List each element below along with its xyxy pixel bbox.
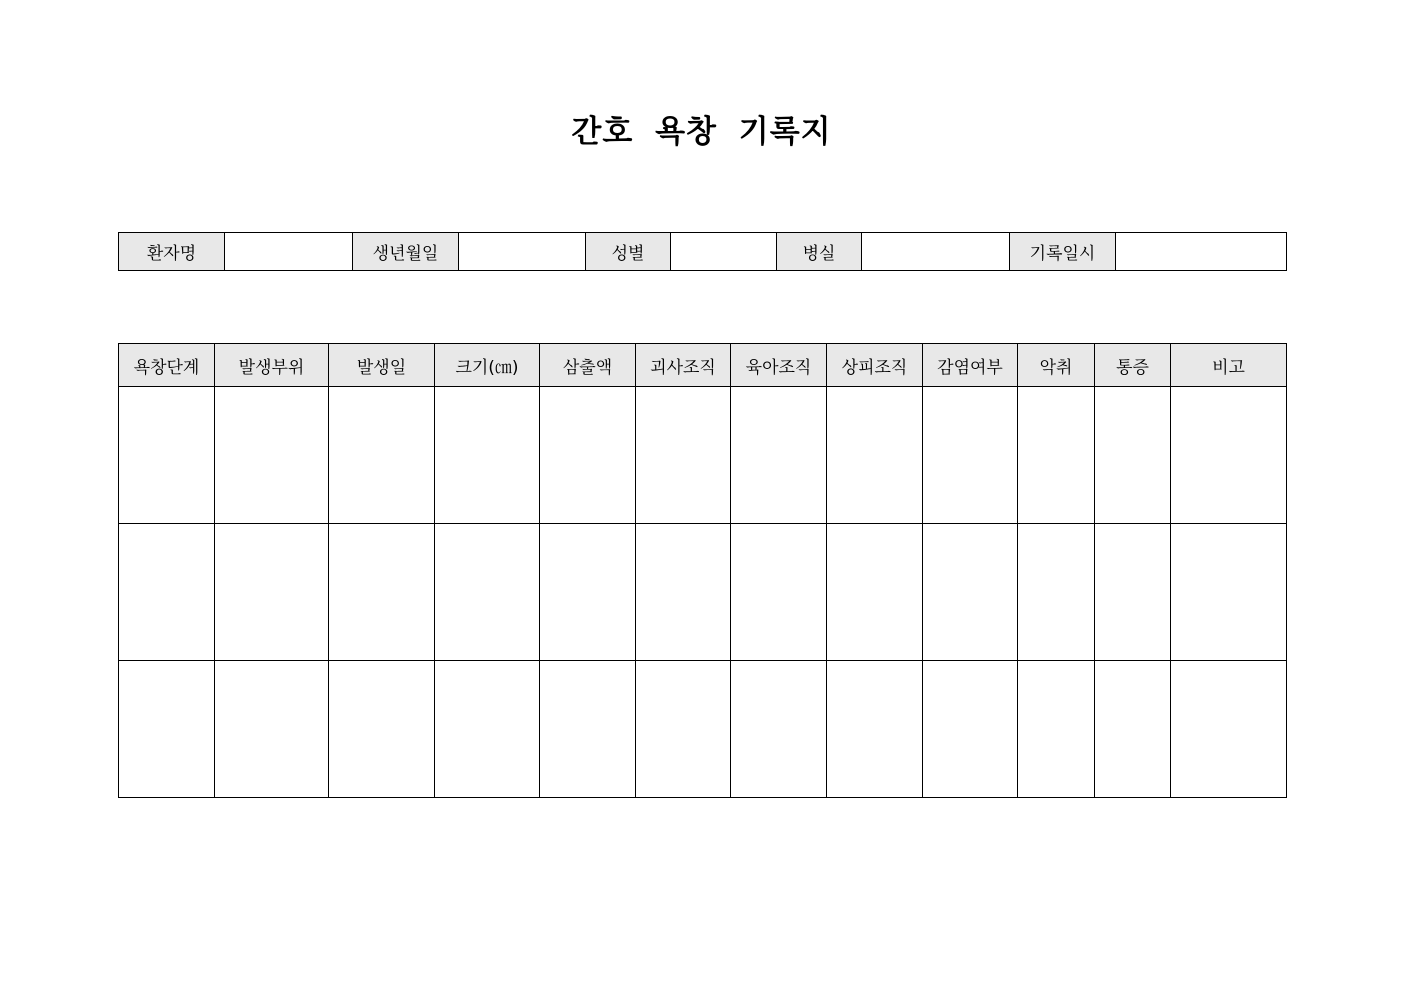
table-cell[interactable] bbox=[329, 387, 435, 524]
table-cell[interactable] bbox=[636, 387, 731, 524]
table-cell[interactable] bbox=[119, 387, 215, 524]
table-cell[interactable] bbox=[827, 524, 923, 661]
gender-field[interactable] bbox=[671, 233, 777, 271]
table-cell[interactable] bbox=[215, 661, 329, 798]
header-infection: 감염여부 bbox=[923, 344, 1018, 387]
header-granulation-tissue: 육아조직 bbox=[731, 344, 827, 387]
table-cell[interactable] bbox=[435, 524, 540, 661]
header-remarks: 비고 bbox=[1171, 344, 1287, 387]
page-title: 간호 욕창 기록지 bbox=[571, 114, 832, 150]
gender-label: 성별 bbox=[586, 233, 671, 271]
patient-name-field[interactable] bbox=[225, 233, 353, 271]
table-cell[interactable] bbox=[731, 387, 827, 524]
header-odor: 악취 bbox=[1018, 344, 1095, 387]
header-site: 발생부위 bbox=[215, 344, 329, 387]
table-cell[interactable] bbox=[827, 387, 923, 524]
header-necrotic-tissue: 괴사조직 bbox=[636, 344, 731, 387]
table-cell[interactable] bbox=[435, 661, 540, 798]
header-epithelial-tissue: 상피조직 bbox=[827, 344, 923, 387]
table-cell[interactable] bbox=[731, 661, 827, 798]
table-cell[interactable] bbox=[923, 661, 1018, 798]
table-cell[interactable] bbox=[329, 661, 435, 798]
record-datetime-label: 기록일시 bbox=[1010, 233, 1116, 271]
table-cell[interactable] bbox=[329, 524, 435, 661]
table-cell[interactable] bbox=[1095, 524, 1171, 661]
table-cell[interactable] bbox=[540, 387, 636, 524]
table-cell[interactable] bbox=[540, 661, 636, 798]
table-cell[interactable] bbox=[923, 387, 1018, 524]
room-field[interactable] bbox=[862, 233, 1010, 271]
room-label: 병실 bbox=[777, 233, 862, 271]
table-cell[interactable] bbox=[215, 387, 329, 524]
table-cell[interactable] bbox=[119, 524, 215, 661]
birth-date-label: 생년월일 bbox=[353, 233, 459, 271]
patient-name-label: 환자명 bbox=[119, 233, 225, 271]
table-cell[interactable] bbox=[827, 661, 923, 798]
header-pain: 통증 bbox=[1095, 344, 1171, 387]
table-cell[interactable] bbox=[636, 524, 731, 661]
table-row bbox=[119, 661, 1287, 798]
header-onset-date: 발생일 bbox=[329, 344, 435, 387]
patient-info-table bbox=[118, 232, 1287, 271]
patient-info-row bbox=[119, 233, 1287, 271]
table-cell[interactable] bbox=[1018, 661, 1095, 798]
table-cell[interactable] bbox=[435, 387, 540, 524]
table-cell[interactable] bbox=[119, 661, 215, 798]
table-cell[interactable] bbox=[1095, 387, 1171, 524]
table-cell[interactable] bbox=[1018, 524, 1095, 661]
pressure-ulcer-record-table bbox=[118, 343, 1287, 798]
birth-date-field[interactable] bbox=[459, 233, 586, 271]
header-row bbox=[119, 344, 1287, 387]
table-row bbox=[119, 387, 1287, 524]
header-ulcer-stage: 욕창단계 bbox=[119, 344, 215, 387]
table-cell[interactable] bbox=[731, 524, 827, 661]
table-cell[interactable] bbox=[215, 524, 329, 661]
table-cell[interactable] bbox=[1018, 387, 1095, 524]
table-cell[interactable] bbox=[1171, 524, 1287, 661]
table-cell[interactable] bbox=[636, 661, 731, 798]
table-cell[interactable] bbox=[1095, 661, 1171, 798]
table-cell[interactable] bbox=[1171, 387, 1287, 524]
table-row bbox=[119, 524, 1287, 661]
header-size: 크기(㎝) bbox=[435, 344, 540, 387]
table-cell[interactable] bbox=[923, 524, 1018, 661]
table-cell[interactable] bbox=[1171, 661, 1287, 798]
record-datetime-field[interactable] bbox=[1116, 233, 1287, 271]
header-exudate: 삼출액 bbox=[540, 344, 636, 387]
table-cell[interactable] bbox=[540, 524, 636, 661]
